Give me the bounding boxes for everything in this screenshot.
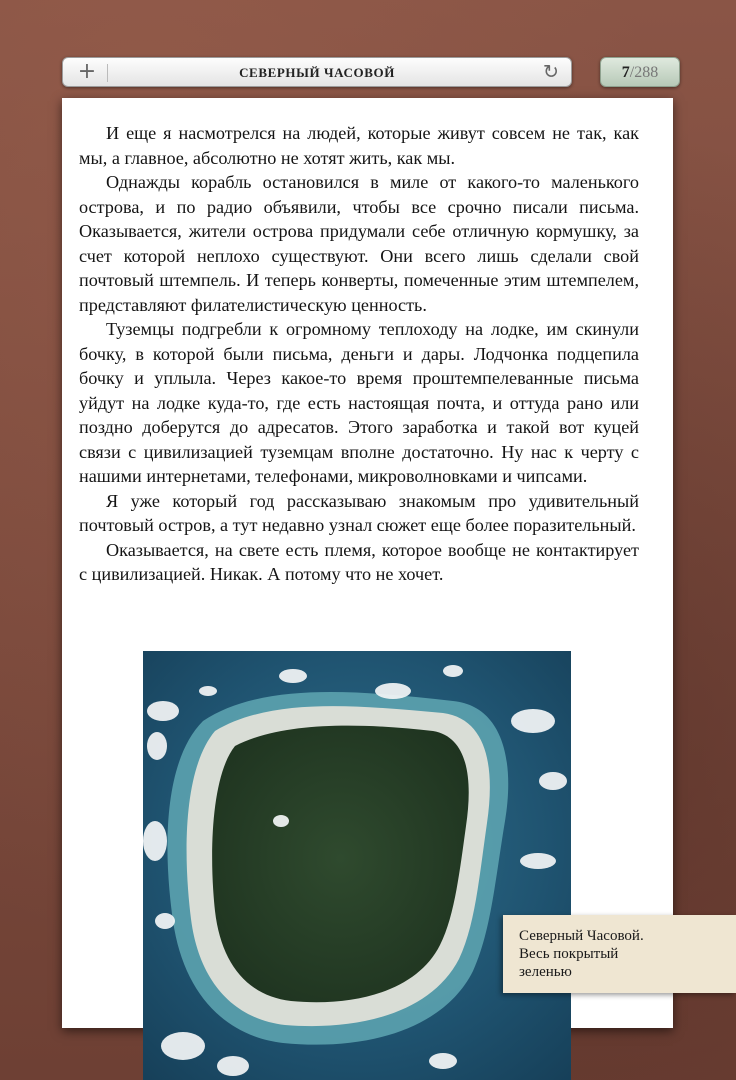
caption-line: зеленью bbox=[519, 964, 572, 980]
paragraph: И еще я насмотрелся на людей, которые живут совсем не так, как мы, а главное, абсолютно не хотят жить, как мы. bbox=[79, 123, 639, 168]
plus-icon[interactable]: + bbox=[77, 59, 97, 84]
caption-line: Северный Часовой. bbox=[519, 928, 644, 944]
current-page: 7 bbox=[621, 64, 630, 81]
caption-line: Весь покрытый bbox=[519, 946, 619, 962]
paragraph: Я уже который год рассказываю знакомым про удивительный почтовый остров, а тут недавно узнал сюжет еще более поразительный. bbox=[79, 490, 639, 535]
reader-toolbar bbox=[62, 57, 572, 87]
island-satellite-photo bbox=[143, 651, 571, 1080]
page-counter[interactable] bbox=[600, 57, 680, 87]
paragraph: Оказывается, на свете есть племя, которое вообще не контактирует с цивилизацией. Никак. А потому что не хочет. bbox=[79, 539, 639, 584]
paragraph: Туземцы подгребли к огромному теплоходу на лодке, им скинули бочку, в которой были письма, деньги и дары. Лодчонка подцепила бочку и уплыла. Через какое-то время проштемпелеванные письма уйдут на лодке куда-то, где есть настоящая почта, и оттуда рано или поздно доберутся до адресатов. Этого заработка и такой вот куцей связи с цивилизацией туземцам вполне достаточно. Ну нас к черту с нашими интернетами, телефонами, микроволновками и чипсами. bbox=[79, 319, 639, 486]
toolbar-divider bbox=[107, 64, 108, 82]
photo-caption bbox=[503, 915, 736, 993]
total-pages: /288 bbox=[629, 64, 659, 81]
book-title: СЕВЕРНЫЙ ЧАСОВОЙ bbox=[239, 65, 395, 80]
reload-icon[interactable]: ↻ bbox=[543, 61, 559, 83]
page-body-text bbox=[79, 121, 639, 587]
paragraph: Однажды корабль остановился в миле от какого-то маленького острова, и по радио объявили, чтобы все срочно писали письма. Оказывается, жители острова придумали себе отличную кормушку, за счет которой неплохо существуют. Они всего лишь сделали свой почтовый штемпель. И теперь конверты, помеченные этим штемпелем, представляют филателистическую ценность. bbox=[79, 172, 639, 315]
